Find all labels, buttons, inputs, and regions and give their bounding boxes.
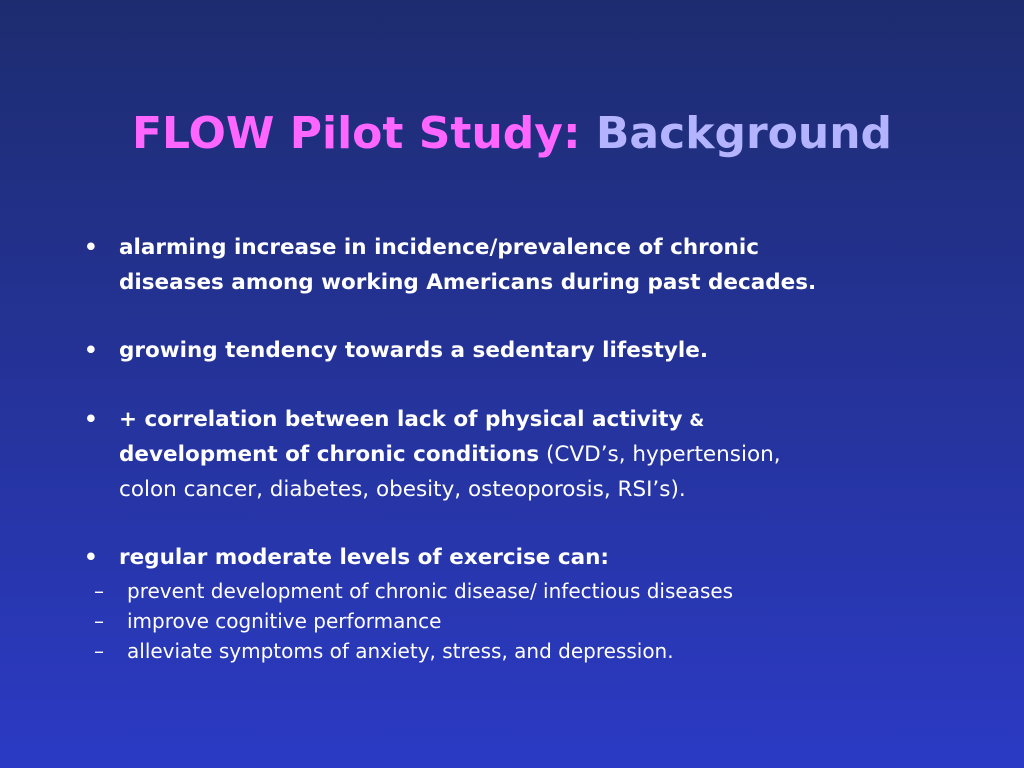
bullet-text-line: regular moderate levels of exercise can: <box>119 545 610 570</box>
bullet-text-line: growing tendency towards a sedentary lifestyle. <box>119 338 708 363</box>
slide-title <box>0 104 1024 164</box>
bullet-marker: • <box>84 338 98 363</box>
dash-marker: – <box>94 608 104 633</box>
bullet-normal-text: (CVD’s, hypertension, <box>546 442 781 467</box>
bullet-item <box>84 541 984 666</box>
sub-bullet-list <box>84 576 984 666</box>
bullet-text-line: diseases among working Americans during past decades. <box>119 269 817 295</box>
dash-marker: – <box>94 578 104 603</box>
ampersand: & <box>689 410 705 431</box>
bullet-marker: • <box>84 235 98 260</box>
bullet-item <box>84 403 984 508</box>
bullet-item <box>84 231 984 300</box>
sub-bullet-text: improve cognitive performance <box>127 608 442 633</box>
bullet-item <box>84 334 984 369</box>
bullet-bold-text: + correlation between lack of physical activity <box>119 406 683 432</box>
bullet-text-line <box>119 403 984 439</box>
sub-bullet-item <box>84 636 984 666</box>
title-prefix: FLOW Pilot Study: <box>131 108 581 159</box>
sub-bullet-text: prevent development of chronic disease/ infectious diseases <box>127 578 734 603</box>
bullet-text-line <box>119 438 984 473</box>
title-suffix: Background <box>595 108 893 159</box>
bullet-text-line: alarming increase in incidence/prevalence of chronic <box>119 235 759 260</box>
bullet-bold-text: development of chronic conditions <box>119 442 540 467</box>
sub-bullet-item <box>84 606 984 636</box>
bullet-marker: • <box>84 406 98 432</box>
sub-bullet-text: alleviate symptoms of anxiety, stress, and depression. <box>127 638 674 663</box>
bullet-list <box>84 231 984 666</box>
dash-marker: – <box>94 638 104 663</box>
sub-bullet-item <box>84 576 984 606</box>
bullet-marker: • <box>84 545 98 570</box>
bullet-text-line: colon cancer, diabetes, obesity, osteoporosis, RSI’s). <box>119 476 686 502</box>
